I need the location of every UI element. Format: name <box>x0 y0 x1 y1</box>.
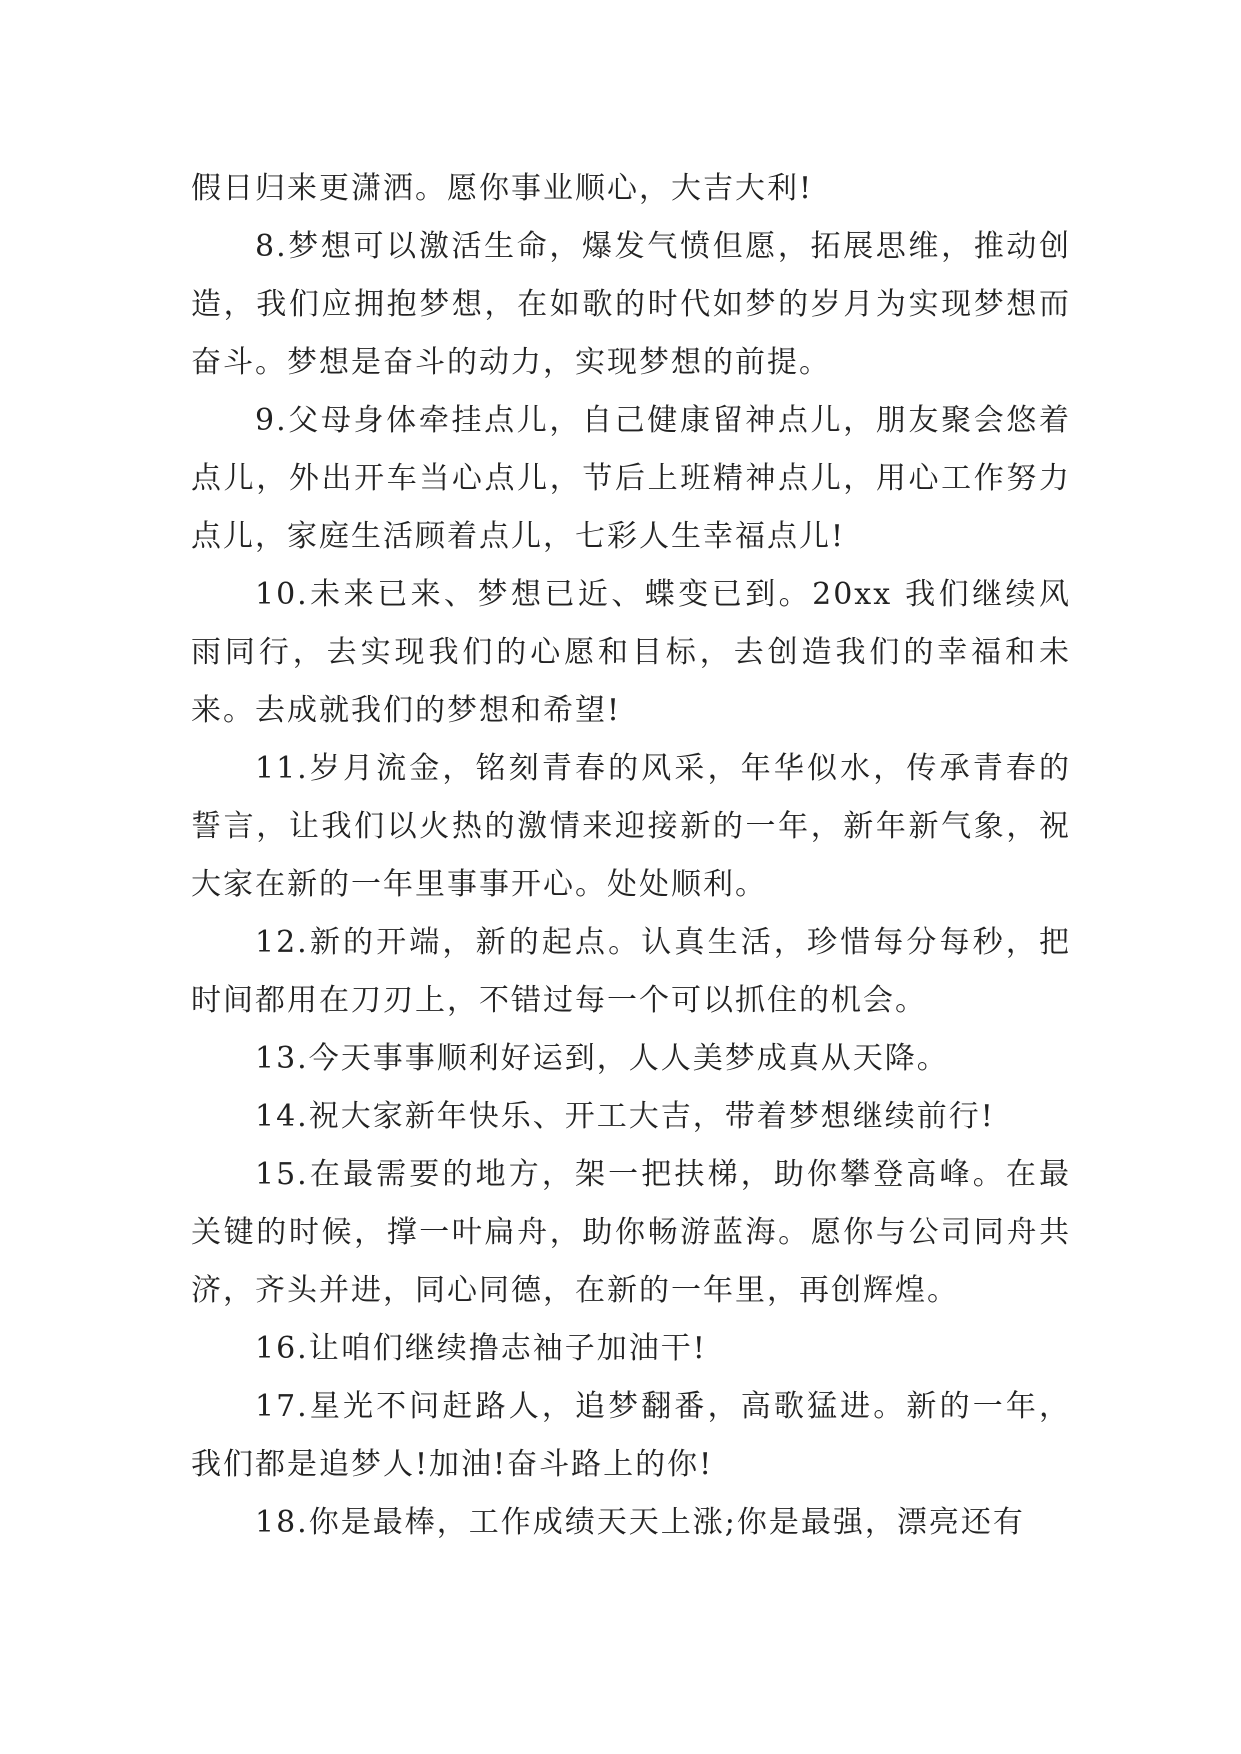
document-body <box>191 160 1071 1552</box>
paragraph-15: 15.在最需要的地方，架一把扶梯，助你攀登高峰。在最关键的时候，撑一叶扁舟，助你畅游蓝海。愿你与公司同舟共济，齐头并进，同心同德，在新的一年里，再创辉煌。 <box>191 1157 1071 1308</box>
paragraph-18: 18.你是最棒，工作成绩天天上涨;你是最强，漂亮还有 <box>255 1505 1025 1540</box>
paragraph-14: 14.祝大家新年快乐、开工大吉，带着梦想继续前行! <box>255 1099 995 1134</box>
paragraph-8: 8.梦想可以激活生命，爆发气愤但愿，拓展思维，推动创造，我们应拥抱梦想，在如歌的时代如梦的岁月为实现梦想而奋斗。梦想是奋斗的动力，实现梦想的前提。 <box>191 229 1071 380</box>
paragraph-11: 11.岁月流金，铭刻青春的风采，年华似水，传承青春的誓言，让我们以火热的激情来迎接新的一年，新年新气象，祝大家在新的一年里事事开心。处处顺利。 <box>191 751 1071 902</box>
paragraph-12: 12.新的开端，新的起点。认真生活，珍惜每分每秒，把时间都用在刀刃上，不错过每一个可以抓住的机会。 <box>191 925 1071 1018</box>
paragraph-16: 16.让咱们继续撸志袖子加油干! <box>255 1331 707 1366</box>
paragraph-continuation: 假日归来更潇洒。愿你事业顺心，大吉大利! <box>191 171 814 206</box>
paragraph-9: 9.父母身体牵挂点儿，自己健康留神点儿，朋友聚会悠着点儿，外出开车当心点儿，节后上班精神点儿，用心工作努力点儿，家庭生活顾着点儿，七彩人生幸福点儿! <box>191 403 1071 554</box>
paragraph-13: 13.今天事事顺利好运到，人人美梦成真从天降。 <box>255 1041 949 1076</box>
paragraph-17: 17.星光不问赶路人，追梦翻番，高歌猛进。新的一年，我们都是追梦人!加油!奋斗路上的你! <box>191 1389 1071 1482</box>
paragraph-10: 10.未来已来、梦想已近、蝶变已到。20xx 我们继续风雨同行，去实现我们的心愿和目标，去创造我们的幸福和未来。去成就我们的梦想和希望! <box>191 577 1071 728</box>
